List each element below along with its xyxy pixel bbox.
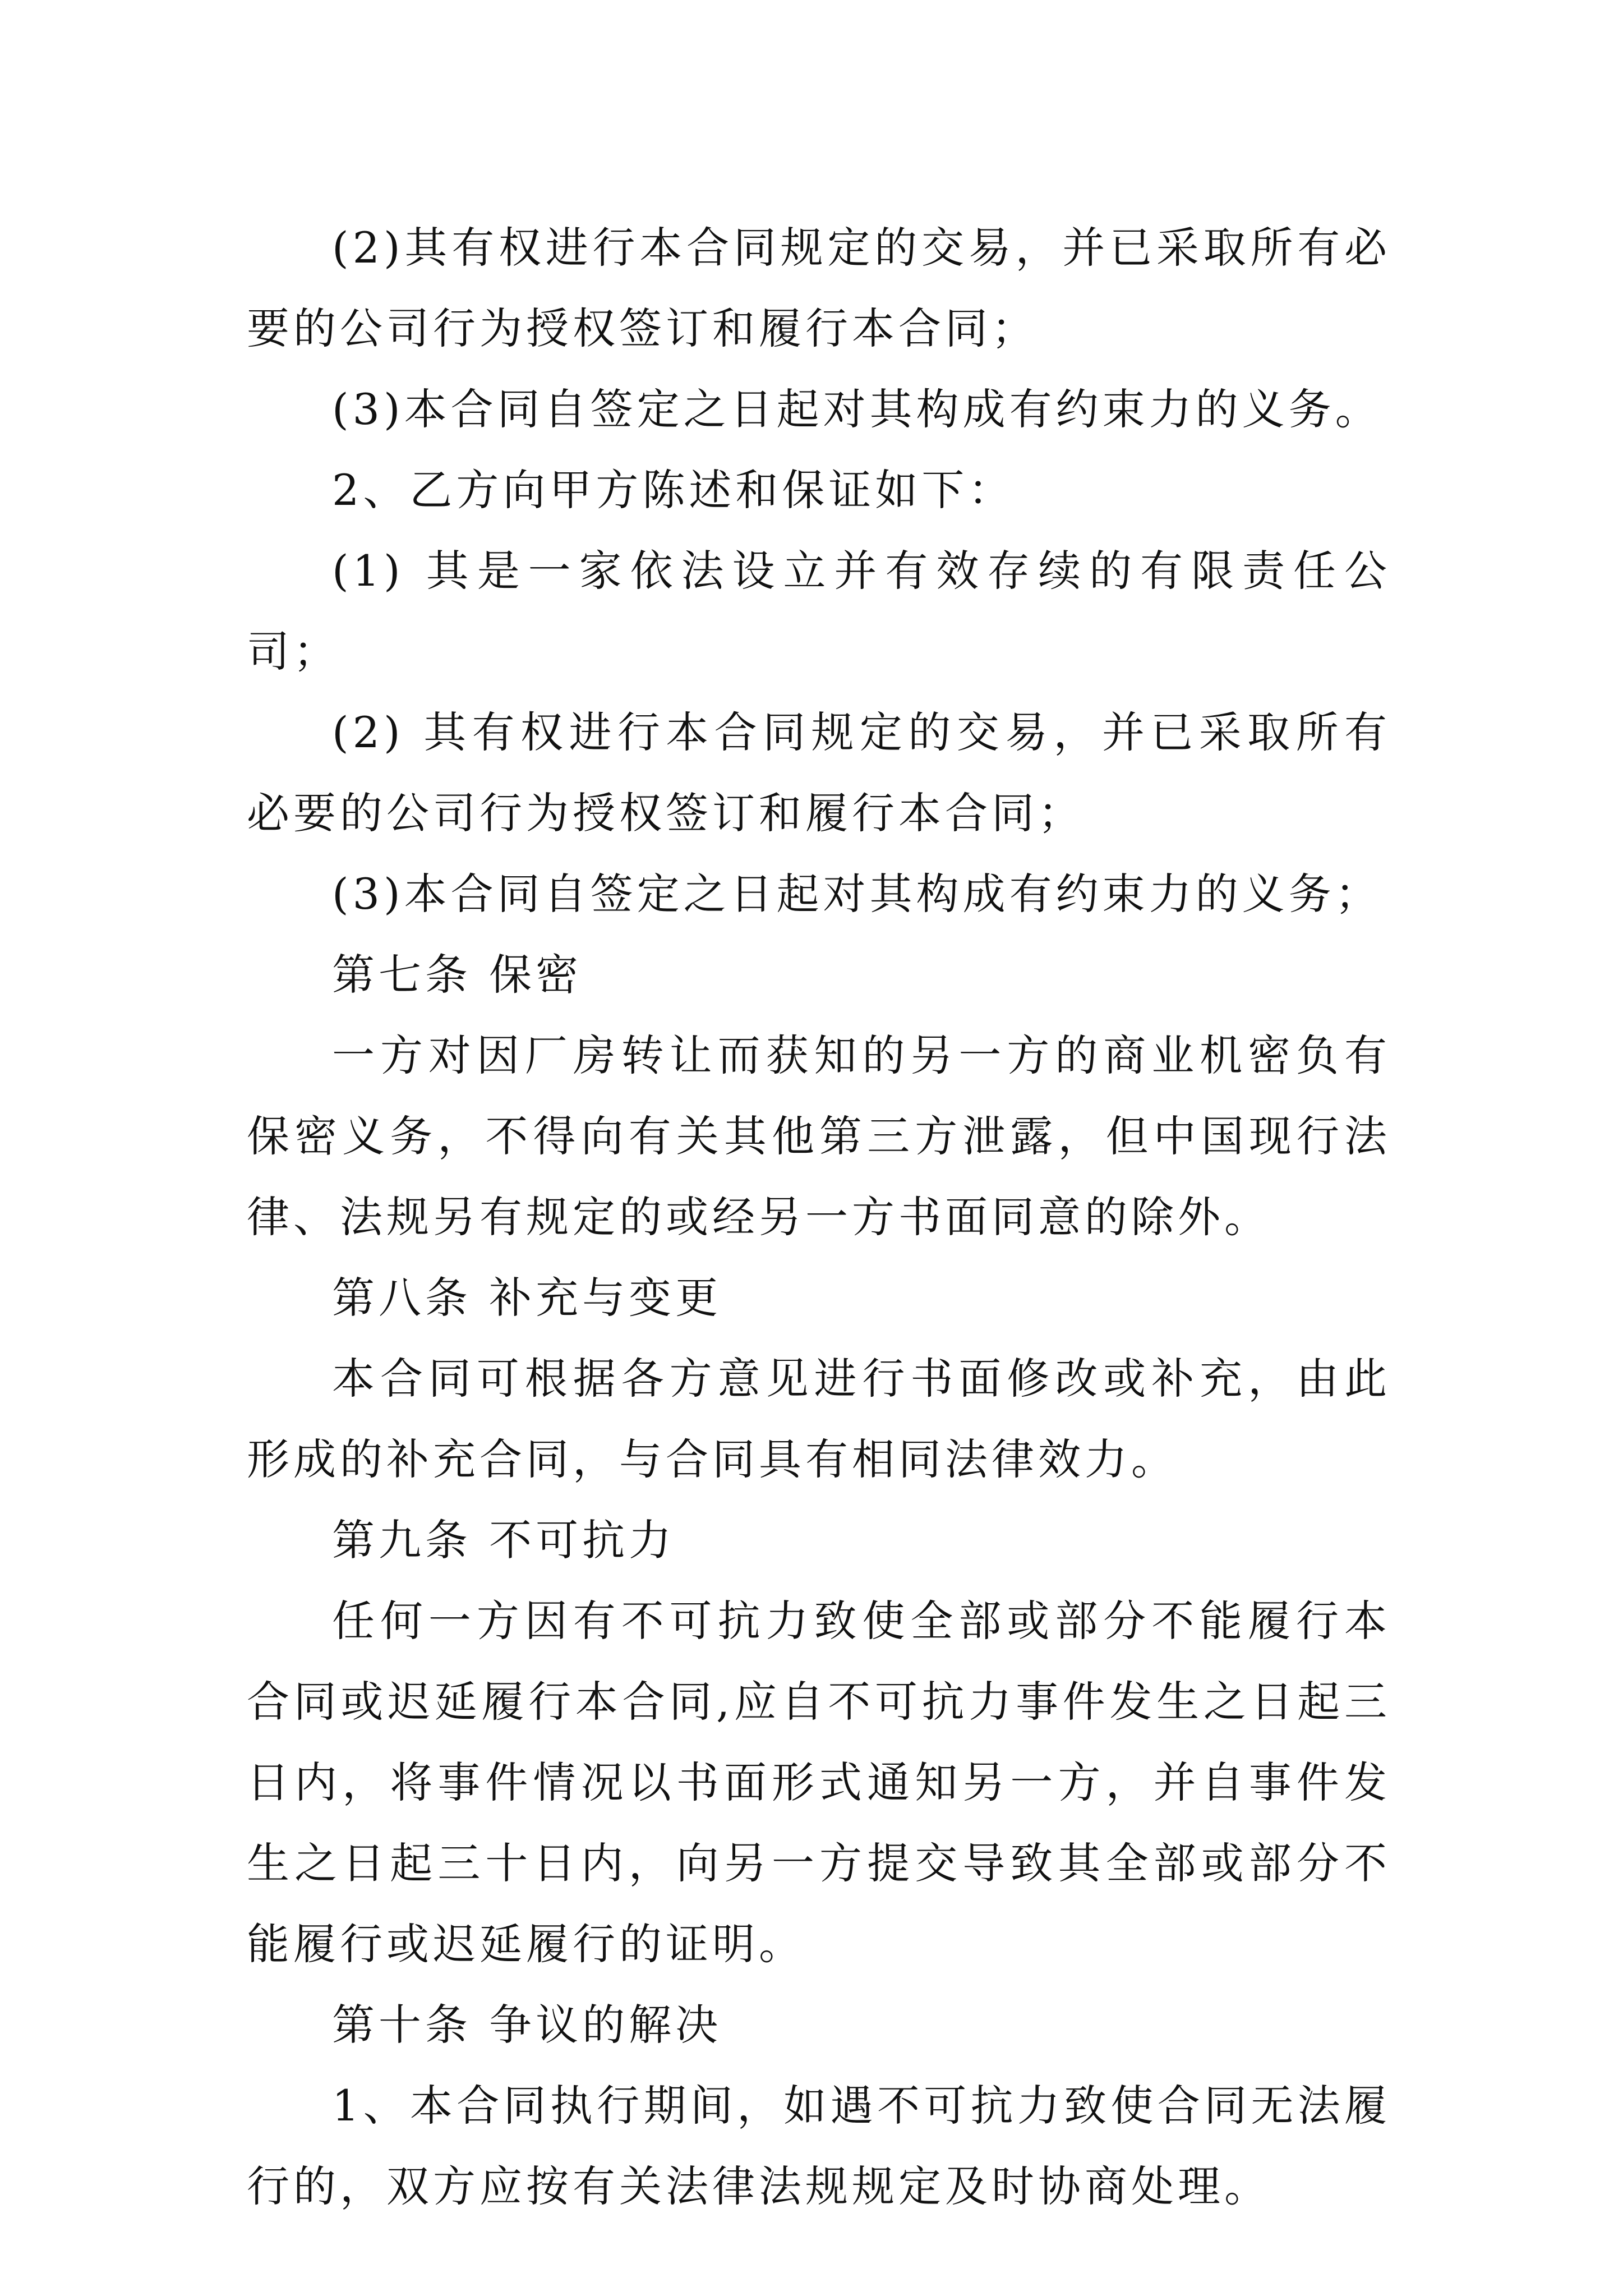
paragraph-party-b-warranty: 2、乙方向甲方陈述和保证如下： (332, 465, 1015, 515)
paragraph-confidentiality: 一方对因厂房转让而获知的另一方的商业机密负有保密义务，不得向有关其他第三方泄露，但中国现行法律、法规另有规定的或经另一方书面同意的除外。 (247, 1030, 1391, 1242)
paragraph-clause-2: (2)其有权进行本合同规定的交易，并已采取所有必要的公司行为授权签订和履行本合同； (247, 223, 1391, 353)
heading-article-7: 第七条 保密 (332, 950, 583, 1000)
heading-article-8: 第八条 补充与变更 (332, 1273, 722, 1323)
paragraph-party-b-item-1: (1) 其是一家依法设立并有效存续的有限责任公司； (247, 546, 1391, 677)
heading-article-10: 第十条 争议的解决 (332, 2000, 722, 2050)
paragraph-dispute-1: 1、本合同执行期间，如遇不可抗力致使合同无法履行的，双方应按有关法律法规规定及时协商处理。 (247, 2081, 1391, 2211)
heading-article-9: 第九条 不可抗力 (332, 1515, 676, 1565)
paragraph-amendment: 本合同可根据各方意见进行书面修改或补充，由此形成的补充合同，与合同具有相同法律效力。 (247, 1354, 1391, 1484)
document-body (247, 208, 1391, 2227)
paragraph-force-majeure: 任何一方因有不可抗力致使全部或部分不能履行本合同或迟延履行本合同,应自不可抗力事件发生之日起三日内，将事件情况以书面形式通知另一方，并自事件发生之日起三十日内，向另一方提交导致其全部或部分不能履行或迟延履行的证明。 (247, 1596, 1391, 1969)
paragraph-party-b-item-2: (2) 其有权进行本合同规定的交易，并已采取所有必要的公司行为授权签订和履行本合同； (247, 707, 1391, 838)
paragraph-party-b-item-3: (3)本合同自签定之日起对其构成有约束力的义务； (332, 869, 1382, 919)
paragraph-clause-3: (3)本合同自签定之日起对其构成有约束力的义务。 (332, 384, 1382, 434)
